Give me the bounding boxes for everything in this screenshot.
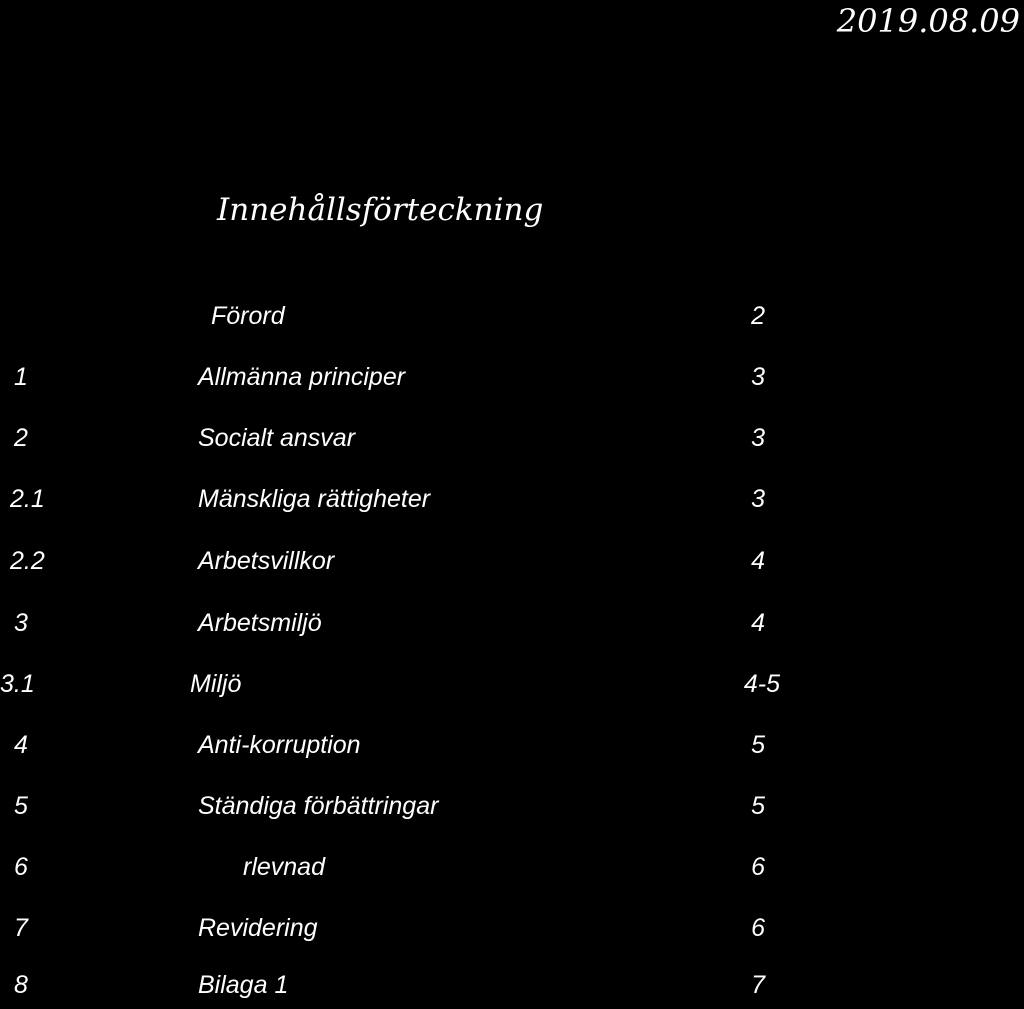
toc-row-label: Förord (211, 302, 285, 330)
toc-row (0, 790, 1024, 830)
toc-row (0, 912, 1024, 952)
toc-row (0, 422, 1024, 462)
toc-row-label: Arbetsmiljö (198, 609, 322, 637)
toc-row-number: 2.1 (10, 485, 45, 513)
toc-row-number: 8 (14, 971, 28, 999)
toc-row-page: 4 (751, 609, 765, 637)
toc-row-number: 4 (14, 731, 28, 759)
toc-row-page: 2 (751, 302, 765, 330)
toc-row-label: Mänskliga rättigheter (198, 485, 431, 513)
toc-row-page: 3 (751, 485, 765, 513)
toc-row-number: 1 (14, 363, 28, 391)
toc-row-label: Anti-korruption (198, 731, 361, 759)
toc-row (0, 851, 1024, 891)
toc-row-page: 3 (751, 424, 765, 452)
toc-row-label: rlevnad (243, 853, 325, 881)
toc-row-page: 3 (751, 363, 765, 391)
toc-row-number: 5 (14, 792, 28, 820)
toc-row-number: 3.1 (0, 670, 35, 698)
toc-row-number: 3 (14, 609, 28, 637)
toc-row-page: 4 (751, 547, 765, 575)
toc-row-number: 2.2 (10, 547, 45, 575)
toc-row-label: Revidering (198, 914, 318, 942)
toc-row-number: 2 (14, 424, 28, 452)
toc-row (0, 300, 1024, 340)
toc-row-label: Allmänna principer (198, 363, 406, 391)
toc-row-page: 5 (751, 731, 765, 759)
toc-row-number: 7 (14, 914, 28, 942)
toc-row (0, 607, 1024, 647)
toc-row (0, 969, 1024, 1009)
toc-row (0, 545, 1024, 585)
toc-row-label: Ständiga förbättringar (198, 792, 439, 820)
toc-row-label: Socialt ansvar (198, 424, 356, 452)
toc-row-page: 6 (751, 853, 765, 881)
toc-row-page: 5 (751, 792, 765, 820)
toc-row (0, 729, 1024, 769)
document-date: 2019.08.09 (836, 2, 1020, 40)
toc-row-page: 7 (751, 971, 765, 999)
toc-row-label: Arbetsvillkor (198, 547, 335, 575)
toc-row-label: Bilaga 1 (198, 971, 289, 999)
toc-row-page: 6 (751, 914, 765, 942)
page-title: Innehållsförteckning (217, 192, 544, 228)
toc-row-number: 6 (14, 853, 28, 881)
toc-row-label: Miljö (190, 670, 242, 698)
toc-row-page: 4-5 (743, 670, 780, 698)
toc-row (0, 668, 1024, 708)
toc-row (0, 483, 1024, 523)
toc-row (0, 361, 1024, 401)
